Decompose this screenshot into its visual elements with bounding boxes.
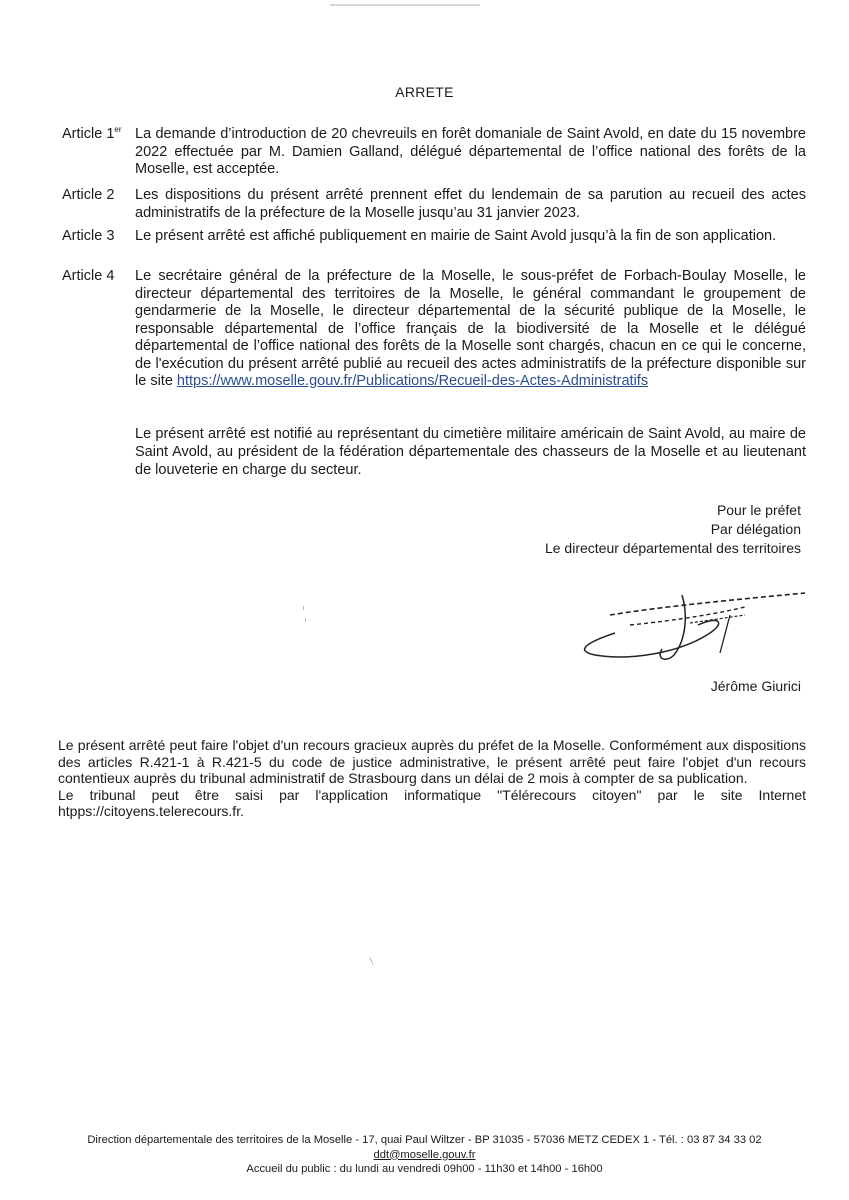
article-2-label: Article 2 bbox=[62, 187, 115, 203]
article-3-label: Article 3 bbox=[62, 228, 115, 244]
article-1-text: La demande d’introduction de 20 chevreuils en forêt domaniale de Saint Avold, en date du 15 novembre 2022 effectuée par M. Damien Galland, délégué départemental de l’office national des forêts de la Moselle, est acceptée. bbox=[135, 126, 806, 177]
article-2-text: Les dispositions du présent arrêté prennent effet du lendemain de sa parution au recueil des actes administratifs de la préfecture de la Moselle jusqu’au 31 janvier 2023. bbox=[135, 187, 806, 221]
recours-notice bbox=[58, 737, 806, 820]
signature-block bbox=[545, 501, 801, 558]
recours-paragraph-2: Le tribunal peut être saisi par l'application informatique "Télérecours citoyen" par le site Internet htpps://citoyens.telerecours.fr. bbox=[58, 786, 806, 819]
article-1 bbox=[62, 126, 806, 179]
scan-mark bbox=[330, 4, 480, 6]
scan-speck bbox=[369, 957, 373, 965]
signature-line-2: Par délégation bbox=[710, 521, 801, 537]
article-1-label: Article 1er bbox=[62, 125, 122, 142]
article-3-text: Le présent arrêté est affiché publiquement en mairie de Saint Avold jusqu’à la fin de son application. bbox=[135, 228, 777, 244]
recueil-link[interactable]: https://www.moselle.gouv.fr/Publications/Recueil-des-Actes-Administratifs bbox=[176, 373, 649, 389]
page-footer bbox=[0, 1133, 849, 1177]
article-4-text: Le secrétaire général de la préfecture de la Moselle, le sous-préfet de Forbach-Boulay Moselle, le directeur départemental des territoires de la Moselle, le général commandant le groupement de gendarmerie de la Moselle, le directeur départemental de la sécurité publique de la Moselle, le responsable départemental de l’office français de la biodiversité de la Moselle et le délégué départemental de l’office national des forêts de la Moselle sont chargés, chacun en ce qui le concerne, de l'exécution du présent arrêté publié au recueil des actes administratifs de la préfecture disponible sur le site https://www.moselle.gouv.fr/Publications/Recueil-des-Actes-Administratifs bbox=[135, 268, 806, 389]
scan-speck bbox=[305, 618, 306, 622]
document-title: ARRETE bbox=[395, 84, 454, 100]
article-4-label: Article 4 bbox=[62, 268, 115, 284]
article-2 bbox=[62, 187, 806, 222]
recours-paragraph-1: Le présent arrêté peut faire l'objet d'un recours gracieux auprès du préfet de la Moselle. Conformément aux dispositions des articles R.421-1 à R.421-5 du code de justice administrative, le présent arrêté peut faire l'objet d'un recours contentieux auprès du tribunal administratif de Strasbourg dans un délai de 2 mois à compter de sa publication. bbox=[58, 737, 806, 786]
notification-paragraph: Le présent arrêté est notifié au représentant du cimetière militaire américain de Saint Avold, au maire de Saint Avold, au président de la fédération départementale des chasseurs de la Moselle et au lieutenant de louveterie en charge du secteur. bbox=[135, 426, 806, 478]
article-4 bbox=[62, 268, 806, 391]
signer-name: Jérôme Giurici bbox=[710, 678, 801, 694]
signature-line-1: Pour le préfet bbox=[716, 502, 801, 518]
footer-email-link[interactable]: ddt@moselle.gouv.fr bbox=[373, 1148, 476, 1161]
scan-speck bbox=[303, 606, 304, 610]
signature-line-3: Le directeur départemental des territoires bbox=[544, 540, 801, 556]
footer-address: Direction départementale des territoires de la Moselle - 17, quai Paul Wiltzer - BP 31035 - 57036 METZ CEDEX 1 - Tél. : 03 87 34 33 02 bbox=[87, 1134, 762, 1146]
footer-hours: Accueil du public : du lundi au vendredi 09h00 - 11h30 et 14h00 - 16h00 bbox=[246, 1163, 603, 1175]
handwritten-signature bbox=[570, 585, 810, 665]
article-3 bbox=[62, 228, 806, 246]
